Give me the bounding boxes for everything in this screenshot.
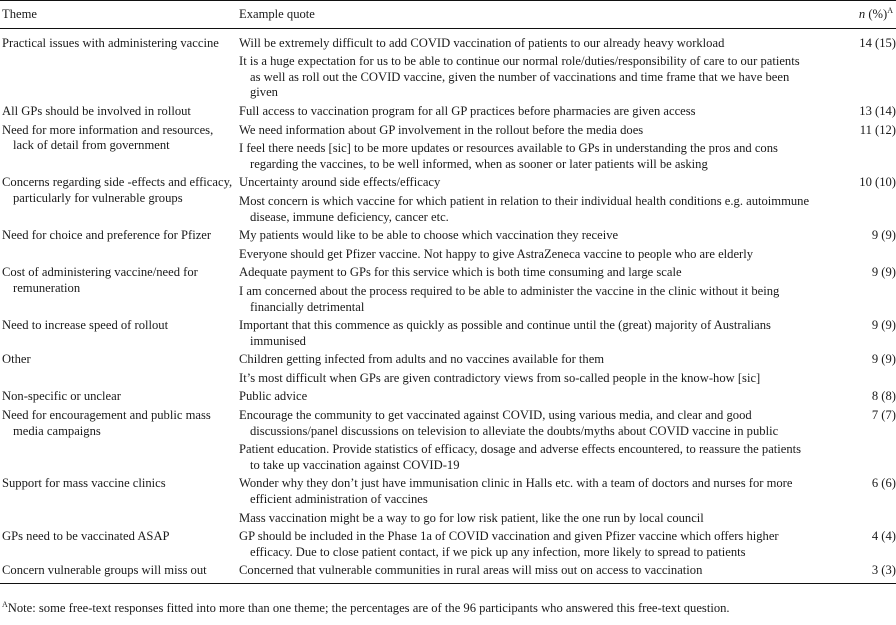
table-footnote [2,601,892,617]
theme-label: Practical issues with administering vaccine [2,35,219,50]
quote-cell [237,263,810,316]
example-quote: Concerned that vulnerable communities in rural areas will miss out on access to vaccination [239,563,703,578]
example-quote: Encourage the community to get vaccinated against COVID, using various media, and clear and good discussions/panel discussions on television to alleviate the doubts/myths about COVID vaccine in public [239,408,779,438]
theme-cell [0,350,237,387]
table-body [0,28,896,583]
example-quote: It is a huge expectation for us to be able to continue our normal role/duties/responsibility of care to our patients as well as roll out the COVID vaccine, given the number of vaccinations and time frame that we have been given [239,54,800,100]
theme-cell [0,561,237,583]
theme-label: Concerns regarding side -effects and efficacy, particularly for vulnerable groups [2,175,233,205]
theme-cell [0,527,237,561]
footnote-text: Note: some free-text responses fitted into more than one theme; the percentages are of the 96 participants who answered this free-text question. [7,601,730,615]
example-quote: Adequate payment to GPs for this service which is both time consuming and large scale [239,265,682,280]
quote-cell [237,527,810,561]
theme-cell [0,226,237,263]
quote-cell [237,316,810,350]
theme-cell [0,102,237,121]
theme-cell [0,173,237,226]
quote-cell [237,406,810,474]
theme-label: Support for mass vaccine clinics [2,476,166,491]
header-row [0,1,896,29]
table-row [0,527,896,561]
quote-cell [237,350,810,387]
count-cell: 7 (7) [871,408,896,423]
table-row [0,387,896,406]
example-quote: It’s most difficult when GPs are given contradictory views from so-called people in the know-how [sic] [239,370,761,385]
example-quote: Mass vaccination might be a way to go for low risk patient, like the one run by local council [239,510,704,525]
example-quote: We need information about GP involvement in the rollout before the media does [239,122,644,137]
example-quote: Public advice [239,389,308,404]
theme-label: All GPs should be involved in rollout [2,103,191,118]
example-quote: Wonder why they don’t just have immunisation clinic in Halls etc. with a team of doctors and nurses for more efficient administration of vaccines [239,476,793,507]
theme-cell [0,316,237,350]
quote-cell [237,102,810,121]
example-quote: Patient education. Provide statistics of efficacy, dosage and adverse effects encountered, to reassure the patients to take up vaccination against COVID-19 [239,442,802,472]
theme-label: Non-specific or unclear [2,389,121,404]
quote-cell [237,474,810,527]
quote-cell [237,561,810,583]
count-header-percent: (%) [865,7,888,21]
theme-label: Need for more information and resources, lack of detail from government [2,122,214,153]
theme-label: GPs need to be vaccinated ASAP [2,529,170,544]
quote-cell [237,121,810,174]
table-row [0,102,896,121]
theme-label: Other [2,352,31,367]
quote-cell [237,387,810,406]
example-quote: Will be extremely difficult to add COVID vaccination of patients to our already heavy workload [239,35,725,50]
example-quote: Full access to vaccination program for all GP practices before pharmacies are given access [239,103,696,118]
count-cell: 14 (15) [859,35,896,50]
table-row [0,350,896,387]
theme-label: Concern vulnerable groups will miss out [2,563,207,578]
count-cell: 9 (9) [871,265,896,280]
table-row [0,406,896,474]
table-row [0,316,896,350]
table-row [0,173,896,226]
theme-cell [0,474,237,527]
table-row [0,263,896,316]
theme-label: Cost of administering vaccine/need for remuneration [2,265,198,295]
count-cell: 9 (9) [871,228,896,243]
table-row [0,226,896,263]
example-quote: Uncertainty around side effects/efficacy [239,175,441,190]
count-cell: 9 (9) [871,318,896,333]
count-header-footnote-marker: A [887,5,893,15]
count-cell: 11 (12) [859,122,896,137]
example-quote: Children getting infected from adults and no vaccines available for them [239,352,605,367]
theme-cell [0,263,237,316]
example-quote: GP should be included in the Phase 1a of COVID vaccination and given Pfizer vaccine which offers higher efficacy. Due to close patient contact, if we pick up any infection, more likely to spread to patients [239,529,779,559]
theme-cell [0,406,237,474]
count-cell: 13 (14) [859,103,896,118]
theme-label: Need for choice and preference for Pfizer [2,228,212,243]
footnote-marker: A [2,599,8,609]
table-header [0,1,896,29]
theme-cell [0,121,237,174]
count-column-header [810,1,896,29]
count-cell: 8 (8) [871,389,896,404]
quote-cell [237,226,810,263]
quote-column-header: Example quote [237,1,810,29]
table-row [0,121,896,174]
count-header-n: n [858,7,866,21]
quote-cell [237,173,810,226]
theme-label: Need to increase speed of rollout [2,318,169,333]
count-cell: 9 (9) [871,352,896,367]
table-row [0,474,896,527]
table-row [0,28,896,102]
theme-cell [0,387,237,406]
example-quote: Important that this commence as quickly as possible and continue until the (great) majority of Australians immunised [239,318,771,348]
quote-cell [237,28,810,102]
example-quote: Everyone should get Pfizer vaccine. Not happy to give AstraZeneca vaccine to people who are elderly [239,246,754,261]
count-cell: 10 (10) [859,175,896,190]
theme-column-header: Theme [0,1,237,29]
example-quote: My patients would like to be able to choose which vaccination they receive [239,228,619,243]
count-cell: 6 (6) [871,476,896,491]
example-quote: Most concern is which vaccine for which patient in relation to their individual health conditions e.g. autoimmune disease, immune deficiency, cancer etc. [239,193,810,224]
count-cell: 3 (3) [810,561,896,583]
example-quote: I am concerned about the process required to be able to administer the vaccine in the clinic without it being financially detrimental [239,283,780,314]
count-cell: 4 (4) [871,529,896,544]
example-quote: I feel there needs [sic] to be more updates or resources available to GPs in understanding the pros and cons regarding the vaccines, to be well informed, when as sooner or later patients will be asking [239,141,778,171]
table-row [0,561,896,583]
theme-cell [0,28,237,102]
theme-label: Need for encouragement and public mass media campaigns [2,408,211,438]
